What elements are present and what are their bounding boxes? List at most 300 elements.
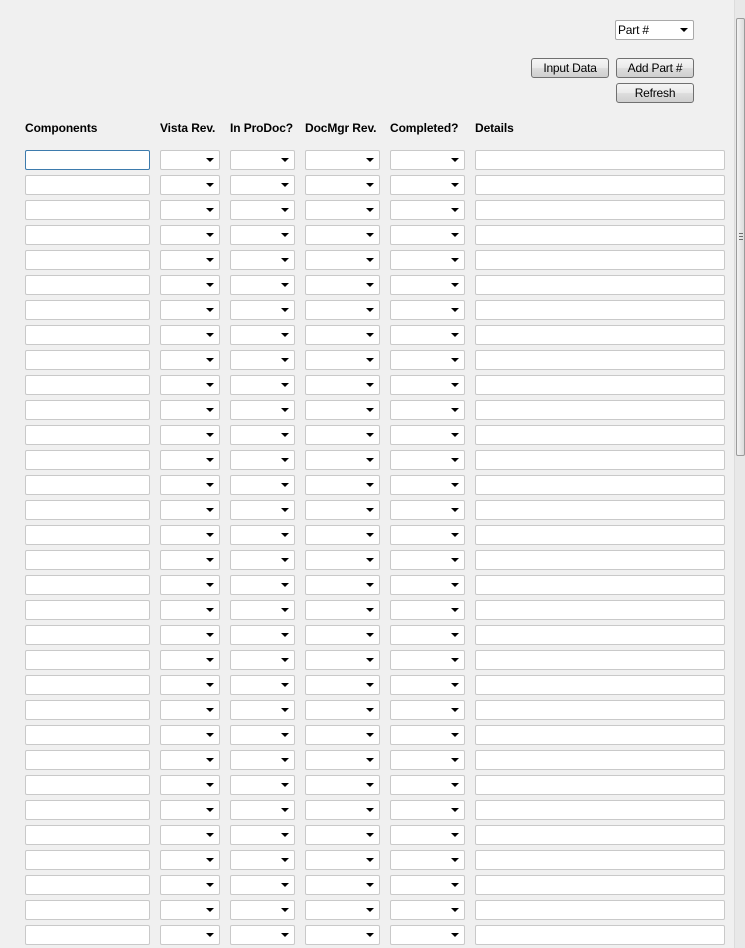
completed-select[interactable]	[390, 550, 465, 570]
completed-select[interactable]	[390, 875, 465, 895]
in-prodoc-select[interactable]	[230, 825, 295, 845]
chevron-down-icon	[366, 308, 374, 312]
completed-select[interactable]	[390, 525, 465, 545]
docmgr-rev-select[interactable]	[305, 400, 380, 420]
docmgr-rev-select[interactable]	[305, 425, 380, 445]
components-field[interactable]	[25, 600, 150, 620]
components-field[interactable]	[25, 250, 150, 270]
in-prodoc-select[interactable]	[230, 350, 295, 370]
vista-rev-select[interactable]	[160, 750, 220, 770]
docmgr-rev-select[interactable]	[305, 350, 380, 370]
docmgr-rev-select[interactable]	[305, 300, 380, 320]
part-number-select-value: Part #	[618, 23, 649, 37]
completed-select[interactable]	[390, 825, 465, 845]
chevron-down-icon	[451, 433, 459, 437]
details-field[interactable]	[475, 600, 725, 620]
docmgr-rev-select[interactable]	[305, 775, 380, 795]
vista-rev-select[interactable]	[160, 925, 220, 945]
chevron-down-icon	[206, 933, 214, 937]
vista-rev-select[interactable]	[160, 325, 220, 345]
in-prodoc-select[interactable]	[230, 150, 295, 170]
vista-rev-select[interactable]	[160, 625, 220, 645]
details-field[interactable]	[475, 700, 725, 720]
components-field[interactable]	[25, 575, 150, 595]
chevron-down-icon	[366, 808, 374, 812]
chevron-down-icon	[281, 158, 289, 162]
in-prodoc-select[interactable]	[230, 925, 295, 945]
header-details: Details	[475, 121, 514, 135]
in-prodoc-select[interactable]	[230, 575, 295, 595]
docmgr-rev-select[interactable]	[305, 725, 380, 745]
chevron-down-icon	[281, 358, 289, 362]
components-field[interactable]	[25, 675, 150, 695]
details-field[interactable]	[475, 475, 725, 495]
completed-select[interactable]	[390, 700, 465, 720]
components-field[interactable]	[25, 400, 150, 420]
details-field[interactable]	[475, 275, 725, 295]
completed-select[interactable]	[390, 200, 465, 220]
chevron-down-icon	[206, 433, 214, 437]
chevron-down-icon	[366, 283, 374, 287]
details-field[interactable]	[475, 800, 725, 820]
docmgr-rev-select[interactable]	[305, 625, 380, 645]
docmgr-rev-select[interactable]	[305, 600, 380, 620]
completed-select[interactable]	[390, 175, 465, 195]
details-field[interactable]	[475, 825, 725, 845]
vista-rev-select[interactable]	[160, 675, 220, 695]
completed-select[interactable]	[390, 625, 465, 645]
chevron-down-icon	[451, 508, 459, 512]
components-field[interactable]	[25, 200, 150, 220]
chevron-down-icon	[206, 308, 214, 312]
chevron-down-icon	[206, 833, 214, 837]
details-field[interactable]	[475, 775, 725, 795]
chevron-down-icon	[281, 283, 289, 287]
completed-select[interactable]	[390, 300, 465, 320]
chevron-down-icon	[281, 583, 289, 587]
chevron-down-icon	[366, 433, 374, 437]
input-data-button[interactable]: Input Data	[531, 58, 609, 78]
details-field[interactable]	[475, 675, 725, 695]
completed-select[interactable]	[390, 400, 465, 420]
chevron-down-icon	[451, 383, 459, 387]
completed-select[interactable]	[390, 900, 465, 920]
chevron-down-icon	[281, 683, 289, 687]
docmgr-rev-select[interactable]	[305, 200, 380, 220]
chevron-down-icon	[451, 608, 459, 612]
chevron-down-icon	[206, 558, 214, 562]
docmgr-rev-select[interactable]	[305, 225, 380, 245]
chevron-down-icon	[281, 208, 289, 212]
vista-rev-select[interactable]	[160, 200, 220, 220]
components-field[interactable]	[25, 775, 150, 795]
chevron-down-icon	[366, 708, 374, 712]
chevron-down-icon	[206, 883, 214, 887]
docmgr-rev-select[interactable]	[305, 550, 380, 570]
chevron-down-icon	[281, 458, 289, 462]
docmgr-rev-select[interactable]	[305, 525, 380, 545]
in-prodoc-select[interactable]	[230, 475, 295, 495]
vista-rev-select[interactable]	[160, 550, 220, 570]
header-completed: Completed?	[390, 121, 459, 135]
components-field[interactable]	[25, 875, 150, 895]
docmgr-rev-select[interactable]	[305, 675, 380, 695]
in-prodoc-select[interactable]	[230, 225, 295, 245]
in-prodoc-select[interactable]	[230, 450, 295, 470]
docmgr-rev-select[interactable]	[305, 850, 380, 870]
chevron-down-icon	[366, 758, 374, 762]
components-field[interactable]	[25, 300, 150, 320]
chevron-down-icon	[451, 758, 459, 762]
chevron-down-icon	[451, 358, 459, 362]
components-field[interactable]	[25, 750, 150, 770]
chevron-down-icon	[281, 808, 289, 812]
chevron-down-icon	[281, 258, 289, 262]
vista-rev-select[interactable]	[160, 875, 220, 895]
components-field[interactable]	[25, 175, 150, 195]
docmgr-rev-select[interactable]	[305, 450, 380, 470]
chevron-down-icon	[206, 583, 214, 587]
chevron-down-icon	[366, 508, 374, 512]
in-prodoc-select[interactable]	[230, 650, 295, 670]
details-field[interactable]	[475, 650, 725, 670]
details-field[interactable]	[475, 450, 725, 470]
chevron-down-icon	[281, 783, 289, 787]
docmgr-rev-select[interactable]	[305, 500, 380, 520]
vista-rev-select[interactable]	[160, 900, 220, 920]
chevron-down-icon	[281, 308, 289, 312]
chevron-down-icon	[366, 333, 374, 337]
vista-rev-select[interactable]	[160, 150, 220, 170]
components-field[interactable]	[25, 800, 150, 820]
chevron-down-icon	[206, 408, 214, 412]
docmgr-rev-select[interactable]	[305, 700, 380, 720]
components-field[interactable]	[25, 700, 150, 720]
components-field[interactable]	[25, 150, 150, 170]
chevron-down-icon	[206, 633, 214, 637]
chevron-down-icon	[366, 533, 374, 537]
docmgr-rev-select[interactable]	[305, 275, 380, 295]
chevron-down-icon	[281, 858, 289, 862]
chevron-down-icon	[451, 658, 459, 662]
components-field[interactable]	[25, 475, 150, 495]
in-prodoc-select[interactable]	[230, 550, 295, 570]
docmgr-rev-select[interactable]	[305, 475, 380, 495]
chevron-down-icon	[281, 558, 289, 562]
chevron-down-icon	[281, 333, 289, 337]
in-prodoc-select[interactable]	[230, 875, 295, 895]
vista-rev-select[interactable]	[160, 775, 220, 795]
chevron-down-icon	[366, 908, 374, 912]
chevron-down-icon	[281, 433, 289, 437]
docmgr-rev-select[interactable]	[305, 175, 380, 195]
in-prodoc-select[interactable]	[230, 900, 295, 920]
in-prodoc-select[interactable]	[230, 750, 295, 770]
chevron-down-icon	[366, 658, 374, 662]
vista-rev-select[interactable]	[160, 275, 220, 295]
chevron-down-icon	[451, 158, 459, 162]
components-field[interactable]	[25, 625, 150, 645]
details-field[interactable]	[475, 725, 725, 745]
in-prodoc-select[interactable]	[230, 675, 295, 695]
components-field[interactable]	[25, 850, 150, 870]
components-field[interactable]	[25, 350, 150, 370]
scrollbar-thumb[interactable]	[736, 18, 745, 456]
chevron-down-icon	[451, 408, 459, 412]
chevron-down-icon	[366, 158, 374, 162]
docmgr-rev-select[interactable]	[305, 150, 380, 170]
details-field[interactable]	[475, 175, 725, 195]
chevron-down-icon	[451, 783, 459, 787]
vista-rev-select[interactable]	[160, 600, 220, 620]
chevron-down-icon	[281, 883, 289, 887]
details-field[interactable]	[475, 375, 725, 395]
vista-rev-select[interactable]	[160, 375, 220, 395]
details-field[interactable]	[475, 425, 725, 445]
completed-select[interactable]	[390, 650, 465, 670]
docmgr-rev-select[interactable]	[305, 800, 380, 820]
chevron-down-icon	[281, 833, 289, 837]
completed-select[interactable]	[390, 275, 465, 295]
vertical-scrollbar[interactable]	[734, 0, 745, 948]
vista-rev-select[interactable]	[160, 575, 220, 595]
header-docmgr-rev: DocMgr Rev.	[305, 121, 377, 135]
chevron-down-icon	[281, 383, 289, 387]
in-prodoc-select[interactable]	[230, 300, 295, 320]
chevron-down-icon	[451, 458, 459, 462]
chevron-down-icon	[366, 733, 374, 737]
docmgr-rev-select[interactable]	[305, 375, 380, 395]
chevron-down-icon	[366, 608, 374, 612]
completed-select[interactable]	[390, 350, 465, 370]
vista-rev-select[interactable]	[160, 450, 220, 470]
details-field[interactable]	[475, 925, 725, 945]
in-prodoc-select[interactable]	[230, 250, 295, 270]
in-prodoc-select[interactable]	[230, 275, 295, 295]
completed-select[interactable]	[390, 500, 465, 520]
chevron-down-icon	[366, 833, 374, 837]
in-prodoc-select[interactable]	[230, 700, 295, 720]
chevron-down-icon	[206, 158, 214, 162]
chevron-down-icon	[366, 483, 374, 487]
chevron-down-icon	[366, 858, 374, 862]
vista-rev-select[interactable]	[160, 175, 220, 195]
chevron-down-icon	[366, 558, 374, 562]
components-field[interactable]	[25, 925, 150, 945]
in-prodoc-select[interactable]	[230, 325, 295, 345]
vista-rev-select[interactable]	[160, 500, 220, 520]
chevron-down-icon	[206, 183, 214, 187]
chevron-down-icon	[451, 233, 459, 237]
details-field[interactable]	[475, 750, 725, 770]
details-field[interactable]	[475, 550, 725, 570]
in-prodoc-select[interactable]	[230, 775, 295, 795]
docmgr-rev-select[interactable]	[305, 825, 380, 845]
chevron-down-icon	[366, 633, 374, 637]
vista-rev-select[interactable]	[160, 300, 220, 320]
chevron-down-icon	[206, 458, 214, 462]
components-field[interactable]	[25, 450, 150, 470]
in-prodoc-select[interactable]	[230, 850, 295, 870]
chevron-down-icon	[206, 208, 214, 212]
in-prodoc-select[interactable]	[230, 625, 295, 645]
details-field[interactable]	[475, 400, 725, 420]
completed-select[interactable]	[390, 225, 465, 245]
vista-rev-select[interactable]	[160, 350, 220, 370]
chevron-down-icon	[206, 508, 214, 512]
vista-rev-select[interactable]	[160, 425, 220, 445]
components-field[interactable]	[25, 375, 150, 395]
chevron-down-icon	[206, 708, 214, 712]
chevron-down-icon	[281, 183, 289, 187]
docmgr-rev-select[interactable]	[305, 900, 380, 920]
components-field[interactable]	[25, 225, 150, 245]
docmgr-rev-select[interactable]	[305, 250, 380, 270]
chevron-down-icon	[281, 658, 289, 662]
completed-select[interactable]	[390, 150, 465, 170]
completed-select[interactable]	[390, 750, 465, 770]
in-prodoc-select[interactable]	[230, 725, 295, 745]
details-field[interactable]	[475, 525, 725, 545]
completed-select[interactable]	[390, 725, 465, 745]
chevron-down-icon	[281, 533, 289, 537]
chevron-down-icon	[281, 608, 289, 612]
details-field[interactable]	[475, 575, 725, 595]
chevron-down-icon	[206, 283, 214, 287]
chevron-down-icon	[206, 658, 214, 662]
chevron-down-icon	[366, 383, 374, 387]
details-field[interactable]	[475, 300, 725, 320]
docmgr-rev-select[interactable]	[305, 925, 380, 945]
details-field[interactable]	[475, 850, 725, 870]
details-field[interactable]	[475, 625, 725, 645]
details-field[interactable]	[475, 325, 725, 345]
chevron-down-icon	[366, 458, 374, 462]
chevron-down-icon	[206, 358, 214, 362]
details-field[interactable]	[475, 350, 725, 370]
components-field[interactable]	[25, 650, 150, 670]
chevron-down-icon	[451, 933, 459, 937]
in-prodoc-select[interactable]	[230, 175, 295, 195]
docmgr-rev-select[interactable]	[305, 875, 380, 895]
completed-select[interactable]	[390, 800, 465, 820]
details-field[interactable]	[475, 900, 725, 920]
chevron-down-icon	[281, 933, 289, 937]
vista-rev-select[interactable]	[160, 800, 220, 820]
details-field[interactable]	[475, 875, 725, 895]
completed-select[interactable]	[390, 850, 465, 870]
chevron-down-icon	[451, 533, 459, 537]
chevron-down-icon	[366, 183, 374, 187]
completed-select[interactable]	[390, 575, 465, 595]
vista-rev-select[interactable]	[160, 475, 220, 495]
vista-rev-select[interactable]	[160, 850, 220, 870]
chevron-down-icon	[206, 258, 214, 262]
docmgr-rev-select[interactable]	[305, 650, 380, 670]
in-prodoc-select[interactable]	[230, 500, 295, 520]
chevron-down-icon	[451, 683, 459, 687]
vista-rev-select[interactable]	[160, 400, 220, 420]
chevron-down-icon	[206, 533, 214, 537]
completed-select[interactable]	[390, 375, 465, 395]
components-field[interactable]	[25, 425, 150, 445]
completed-select[interactable]	[390, 425, 465, 445]
chevron-down-icon	[366, 583, 374, 587]
chevron-down-icon	[366, 408, 374, 412]
completed-select[interactable]	[390, 450, 465, 470]
chevron-down-icon	[451, 183, 459, 187]
completed-select[interactable]	[390, 925, 465, 945]
chevron-down-icon	[366, 358, 374, 362]
in-prodoc-select[interactable]	[230, 400, 295, 420]
completed-select[interactable]	[390, 775, 465, 795]
chevron-down-icon	[366, 683, 374, 687]
chevron-down-icon	[366, 783, 374, 787]
vista-rev-select[interactable]	[160, 225, 220, 245]
details-field[interactable]	[475, 200, 725, 220]
in-prodoc-select[interactable]	[230, 600, 295, 620]
chevron-down-icon	[206, 758, 214, 762]
add-part-button[interactable]: Add Part #	[616, 58, 694, 78]
vista-rev-select[interactable]	[160, 250, 220, 270]
chevron-down-icon	[281, 733, 289, 737]
grip-icon	[739, 233, 743, 240]
chevron-down-icon	[451, 708, 459, 712]
in-prodoc-select[interactable]	[230, 200, 295, 220]
details-field[interactable]	[475, 250, 725, 270]
docmgr-rev-select[interactable]	[305, 575, 380, 595]
vista-rev-select[interactable]	[160, 725, 220, 745]
chevron-down-icon	[281, 908, 289, 912]
chevron-down-icon	[451, 833, 459, 837]
completed-select[interactable]	[390, 675, 465, 695]
components-field[interactable]	[25, 325, 150, 345]
completed-select[interactable]	[390, 250, 465, 270]
in-prodoc-select[interactable]	[230, 800, 295, 820]
refresh-button[interactable]: Refresh	[616, 83, 694, 103]
chevron-down-icon	[451, 283, 459, 287]
vista-rev-select[interactable]	[160, 700, 220, 720]
chevron-down-icon	[206, 908, 214, 912]
components-field[interactable]	[25, 825, 150, 845]
details-field[interactable]	[475, 225, 725, 245]
details-field[interactable]	[475, 150, 725, 170]
chevron-down-icon	[206, 808, 214, 812]
completed-select[interactable]	[390, 475, 465, 495]
chevron-down-icon	[206, 783, 214, 787]
docmgr-rev-select[interactable]	[305, 325, 380, 345]
vista-rev-select[interactable]	[160, 825, 220, 845]
components-field[interactable]	[25, 725, 150, 745]
components-field[interactable]	[25, 900, 150, 920]
components-field[interactable]	[25, 275, 150, 295]
part-number-select[interactable]	[615, 20, 694, 40]
in-prodoc-select[interactable]	[230, 425, 295, 445]
chevron-down-icon	[451, 308, 459, 312]
completed-select[interactable]	[390, 600, 465, 620]
in-prodoc-select[interactable]	[230, 375, 295, 395]
vista-rev-select[interactable]	[160, 650, 220, 670]
completed-select[interactable]	[390, 325, 465, 345]
components-field[interactable]	[25, 550, 150, 570]
in-prodoc-select[interactable]	[230, 525, 295, 545]
vista-rev-select[interactable]	[160, 525, 220, 545]
components-field[interactable]	[25, 525, 150, 545]
docmgr-rev-select[interactable]	[305, 750, 380, 770]
components-field[interactable]	[25, 500, 150, 520]
details-field[interactable]	[475, 500, 725, 520]
chevron-down-icon	[206, 733, 214, 737]
